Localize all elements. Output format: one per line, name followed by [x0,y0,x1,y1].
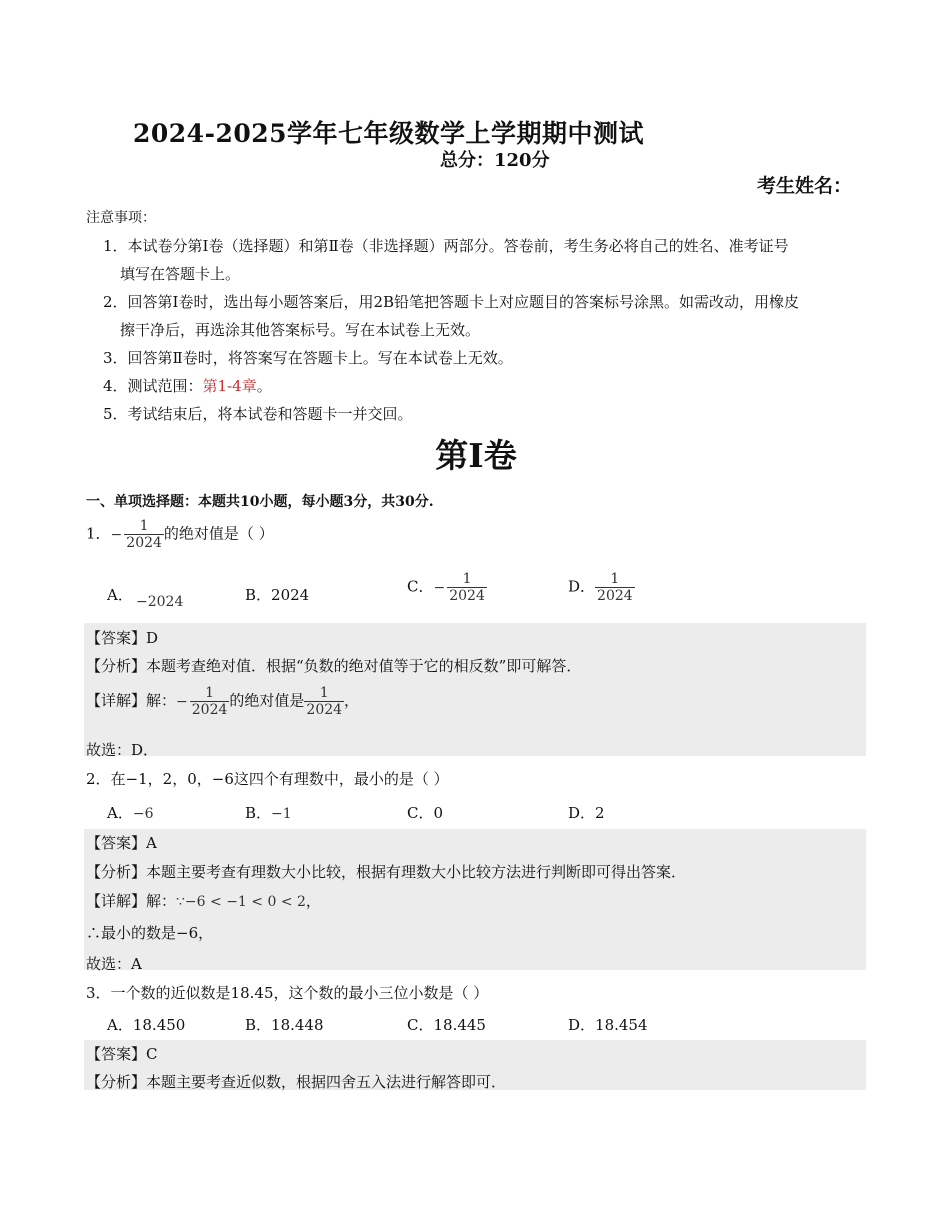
fraction-numerator: 1 [462,571,472,587]
q1-option-c-fraction [447,571,487,604]
fraction-denominator: 2024 [306,702,343,719]
question-2-number: 2． [86,770,111,788]
minus-sign: − [176,693,188,710]
q1-answer: 【答案】D [86,629,159,647]
q2-option-b-label: B． [245,804,272,822]
q2-choice: 故选：A [86,955,142,973]
q2-detail [86,890,321,911]
q2-option-a-value: −6 [132,806,154,822]
q2-detail-suffix: ， [305,892,321,910]
q1-option-b-value: 2024 [271,586,310,604]
q1-detail [86,685,359,718]
q2-detail-prefix: 【详解】解： [86,892,177,910]
q1-option-a-label: A． [107,586,133,604]
q1-detail-fraction [190,685,230,718]
fraction-denominator: 2024 [191,702,228,719]
q1-detail-prefix: 【详解】解： [86,691,177,710]
volume-title [0,430,950,477]
q1-analysis: 【分析】本题考查绝对值．根据“负数的绝对值等于它的相反数”即可解答． [86,657,582,675]
section-title: 一、单项选择题：本题共10小题，每小题3分，共30分. [86,494,434,510]
q1-option-d-fraction [595,571,635,604]
q2-option-b-value: −1 [271,806,292,822]
question-1-fraction [124,518,164,551]
note-4-prefix: 4．测试范围： [103,377,203,395]
q3-option-c-label: C． [407,1016,434,1034]
question-3-stem [86,982,488,1003]
q1-option-b-label: B． [245,586,272,604]
q1-option-d-label: D． [568,577,596,596]
q3-option-c-value: 18.445 [433,1016,486,1034]
q1-choice: 故选：D． [86,741,159,759]
fraction-denominator: 2024 [126,535,162,552]
question-1-stem [86,518,274,551]
note-3: 3．回答第Ⅱ卷时，将答案写在答题卡上。写在本试卷上无效。 [103,349,513,367]
q1-detail-suffix: ， [344,691,360,710]
q1-option-d [568,571,635,604]
q3-option-b-label: B． [245,1016,272,1034]
question-2-stem [86,768,449,789]
minus-sign: − [433,579,446,596]
q2-option-d-label: D． [568,804,596,822]
q3-analysis: 【分析】本题主要考查近似数，根据四舍五入法进行解答即可． [86,1073,507,1091]
q3-option-b [245,1014,324,1035]
q3-option-a-value: 18.450 [132,1016,186,1034]
note-4-suffix: 。 [256,377,272,395]
fraction-denominator: 2024 [449,588,485,605]
note-1-line2: 填写在答题卡上。 [120,265,241,283]
question-3-text: 一个数的近似数是18.45，这个数的最小三位小数是（ ） [110,984,489,1002]
fraction-numerator: 1 [319,685,329,701]
candidate-name-label: 考生姓名： [757,175,853,197]
q2-detail-math: ∵−6 < −1 < 0 < 2 [176,894,306,910]
note-4 [103,375,272,396]
test-scope-highlight: 第1-4章 [202,377,257,395]
note-5: 5．考试结束后，将本试卷和答题卡一并交回。 [103,405,413,423]
q2-option-a [107,802,153,823]
q2-option-a-label: A． [107,804,133,822]
fraction-numerator: 1 [205,685,215,701]
q1-option-c [407,571,487,604]
note-2-line1: 2．回答第Ⅰ卷时，选出每小题答案后，用2B铅笔把答题卡上对应题目的答案标号涂黑。如需改动，用橡皮 [103,293,800,311]
q3-option-d-value: 18.454 [595,1016,648,1034]
question-1-number: 1． [86,524,111,543]
exam-title: 2024-2025学年七年级数学上学期期中测试 [133,119,645,148]
q1-option-c-label: C． [407,577,434,596]
q2-analysis: 【分析】本题主要考查有理数大小比较，根据有理数大小比较方法进行判断即可得出答案． [86,863,687,881]
q2-option-c [407,802,443,823]
q3-option-a [107,1014,185,1035]
q1-detail-mid: 的绝对值是 [229,691,305,710]
q3-option-a-label: A． [107,1016,133,1034]
q3-option-c [407,1014,486,1035]
q2-option-d [568,802,605,823]
q3-option-d [568,1014,648,1035]
fraction-numerator: 1 [139,518,149,534]
total-score: 总分：120分 [440,150,550,171]
q2-option-b [245,802,292,823]
q2-option-c-value: 0 [433,804,444,822]
q2-answer: 【答案】A [86,834,157,852]
minus-sign: − [110,526,123,543]
question-3-number: 3． [86,984,111,1002]
question-1-stem-suffix: 的绝对值是（ ） [163,524,274,543]
q3-option-b-value: 18.448 [271,1016,324,1034]
note-2-line2: 擦干净后，再选涂其他答案标号。写在本试卷上无效。 [120,321,481,339]
q1-option-a-value: −2024 [136,594,184,610]
q3-option-d-label: D． [568,1016,596,1034]
q1-option-b [245,584,309,605]
volume-title-text: 第Ⅰ卷 [435,436,517,475]
notes-title: 注意事项： [86,210,156,226]
q2-option-c-label: C． [407,804,434,822]
q2-conclusion: ∴最小的数是−6， [86,924,214,942]
question-2-text: 在−1，2，0，−6这四个有理数中，最小的是（ ） [110,770,449,788]
note-1-line1: 1．本试卷分第Ⅰ卷（选择题）和第Ⅱ卷（非选择题）两部分。答卷前，考生务必将自己的姓名、准考证号 [103,237,789,255]
fraction-denominator: 2024 [597,588,633,605]
q2-option-d-value: 2 [595,804,605,822]
fraction-numerator: 1 [610,571,620,587]
q1-detail-fraction-2 [304,685,344,718]
q3-answer: 【答案】C [86,1045,158,1063]
